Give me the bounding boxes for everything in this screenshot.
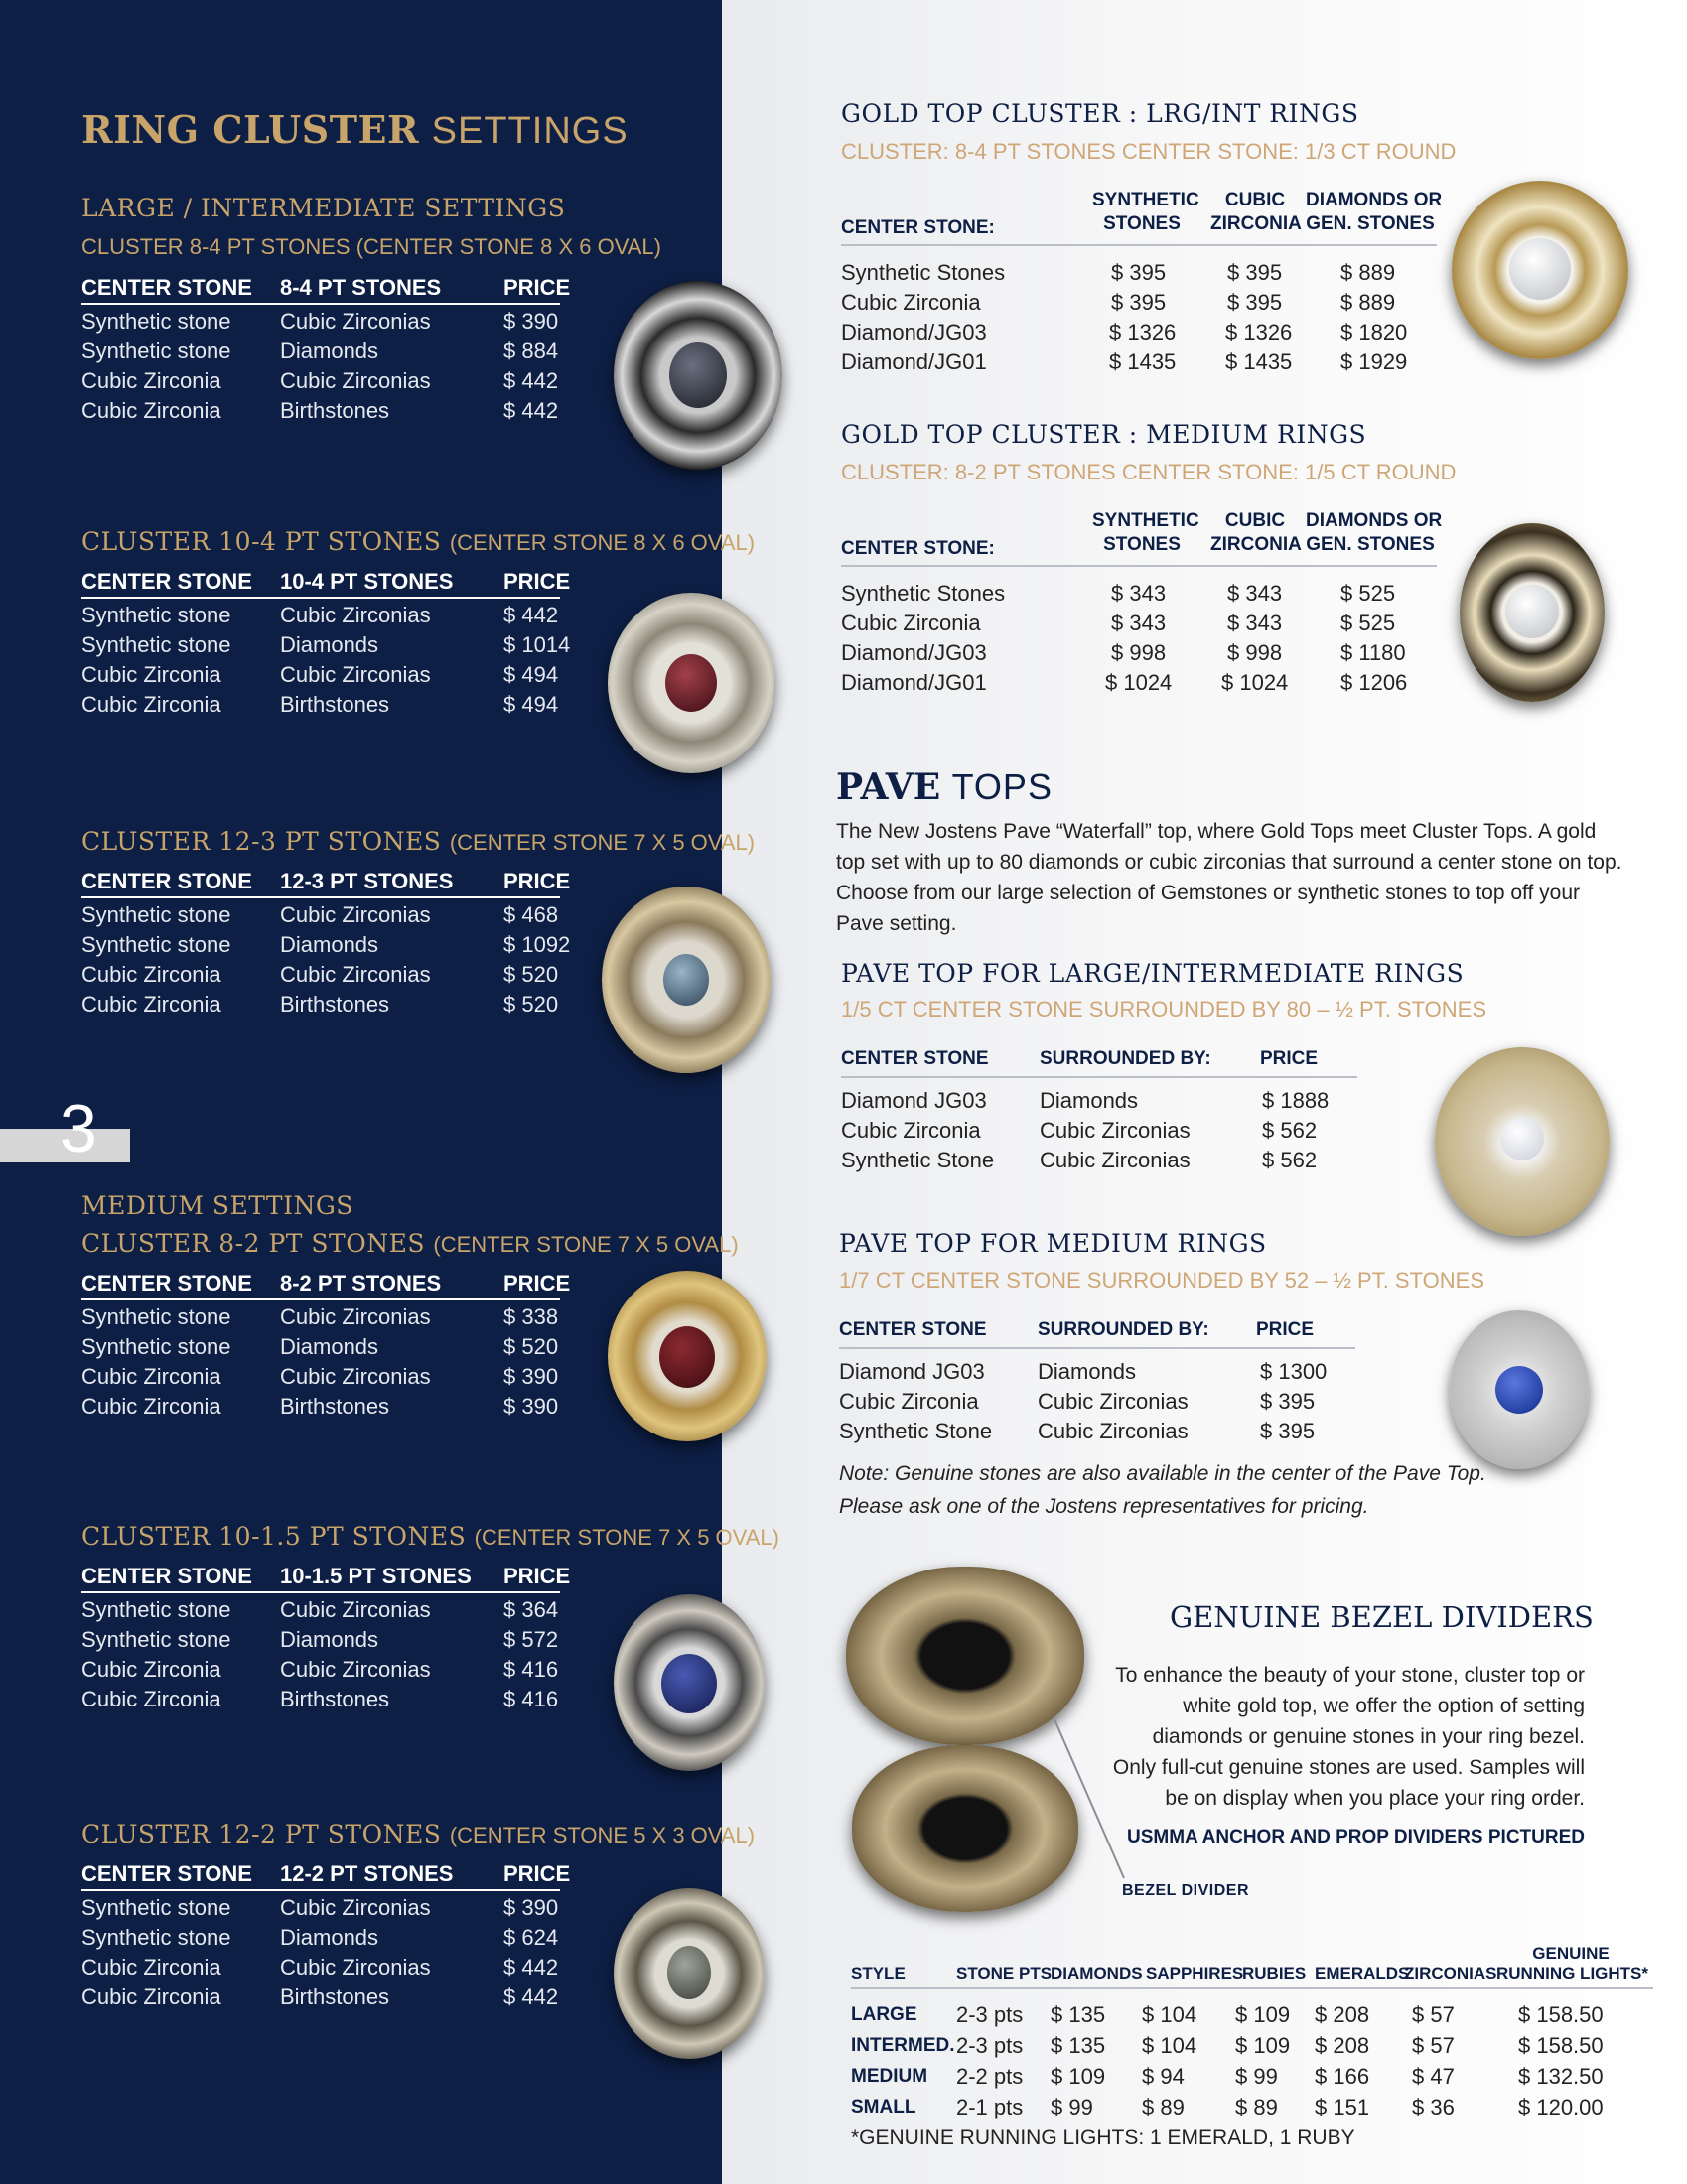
cell: Cubic Zirconias (280, 309, 431, 334)
cell: $ 47 (1412, 2064, 1455, 2089)
cell: $ 390 (503, 1394, 559, 1419)
cell: $ 624 (503, 1925, 559, 1950)
cell: $ 998 (1111, 640, 1167, 665)
header-rubies: RUBIES (1242, 1964, 1307, 1982)
cell: Cubic Zirconia (81, 368, 221, 393)
pave-medium-heading: PAVE TOP FOR MEDIUM RINGS (839, 1229, 1267, 1258)
cell: Birthstones (280, 1984, 390, 2009)
header-center-stone: CENTER STONE (841, 1048, 989, 1069)
header-stones: 8-4 PT STONES (280, 275, 442, 300)
header-cubic: CUBIC ZIRCONIA (1210, 190, 1302, 234)
cell: $ 520 (503, 992, 559, 1017)
cell: $ 442 (503, 1955, 559, 1979)
cell: Cubic Zirconias (280, 1895, 431, 1920)
cell: $ 395 (1260, 1389, 1316, 1414)
bezel-price-table (851, 1938, 1653, 2120)
table-row (81, 658, 560, 688)
gold-top-lrg-table (841, 189, 1443, 375)
cell: $ 151 (1315, 2095, 1370, 2119)
table-row (81, 1921, 560, 1951)
header-center-stone: CENTER STONE (81, 1564, 252, 1588)
cell: Synthetic stone (81, 1304, 231, 1329)
cell: $ 99 (1051, 2095, 1093, 2119)
ring-image-cluster-8-2 (608, 1271, 767, 1441)
cell: $ 416 (503, 1657, 559, 1682)
table-header (841, 1046, 1357, 1078)
table-row (81, 1390, 560, 1420)
header-center-stone: CENTER STONE (839, 1319, 987, 1340)
page-number: 3 (60, 1091, 97, 1166)
bezel-ring-image-top (846, 1567, 1084, 1745)
cell: $ 525 (1340, 581, 1396, 606)
table-header (81, 275, 571, 305)
cell: $ 89 (1142, 2095, 1185, 2119)
cell: Synthetic stone (81, 603, 231, 627)
cell: Synthetic Stones (841, 581, 1006, 606)
cell: MEDIUM (851, 2066, 928, 2087)
table-row (81, 1653, 560, 1683)
cell: Synthetic stone (81, 1925, 231, 1950)
cell: Synthetic stone (81, 632, 231, 657)
cell: $ 343 (1111, 611, 1167, 635)
table-row (81, 364, 560, 394)
table-row (81, 305, 560, 335)
cell: $ 390 (503, 1895, 559, 1920)
cell: Synthetic stone (81, 309, 231, 334)
cell: Cubic Zirconias (1038, 1389, 1189, 1414)
cell: Cubic Zirconias (280, 603, 431, 627)
cell: Cubic Zirconias (280, 662, 431, 687)
table-row (851, 1997, 1653, 2028)
cell: Cubic Zirconia (81, 662, 221, 687)
table-row (81, 628, 571, 658)
table-header (81, 869, 571, 898)
pave-lrg-table (841, 1046, 1357, 1173)
cell: Synthetic stone (81, 1895, 231, 1920)
cell: $ 135 (1051, 2002, 1106, 2027)
cell: $ 120.00 (1518, 2095, 1604, 2119)
ring-image-cluster-8-4 (614, 281, 782, 470)
header-price: PRICE (1256, 1319, 1315, 1340)
table-row (81, 1891, 560, 1921)
cell: Cubic Zirconias (1038, 1419, 1189, 1443)
section-heading: CLUSTER 10-1.5 PT STONES (CENTER STONE 7 X 5 OVAL) (81, 1522, 779, 1551)
cell: 2-3 pts (956, 2033, 1024, 2058)
table-row (851, 2059, 1653, 2090)
header-price: PRICE (503, 1271, 571, 1296)
cell: Synthetic stone (81, 339, 231, 363)
cell: Cubic Zirconia (81, 1687, 221, 1711)
pave-title: PAVE TOPS (836, 766, 1053, 808)
table-row (841, 286, 1437, 316)
cell: $ 395 (1111, 260, 1167, 285)
cell: $ 135 (1051, 2033, 1106, 2058)
table-row (81, 958, 560, 988)
header-stones: 12-2 PT STONES (280, 1861, 454, 1886)
header-price: PRICE (503, 569, 571, 594)
header-center-stone: CENTER STONE (81, 869, 252, 893)
cell: Synthetic stone (81, 902, 231, 927)
cell: $ 889 (1340, 260, 1396, 285)
cell: $ 520 (503, 962, 559, 987)
pave-lrg-subtitle: 1/5 CT CENTER STONE SURROUNDED BY 80 – ½ PT. STONES (841, 997, 1486, 1022)
ring-image-gold-top-lrg (1452, 181, 1628, 359)
table-row (841, 666, 1437, 696)
cell: $ 99 (1235, 2064, 1278, 2089)
table-row (841, 345, 1437, 375)
cell: $ 416 (503, 1687, 559, 1711)
cell: 2-3 pts (956, 2002, 1024, 2027)
cell: Cubic Zirconia (81, 962, 221, 987)
cell: Cubic Zirconia (841, 1118, 981, 1143)
header-center-stone: CENTER STONE (81, 1271, 252, 1296)
cell: Cubic Zirconias (280, 1657, 431, 1682)
bezel-divider-label: BEZEL DIVIDER (1122, 1882, 1249, 1899)
cell: Cubic Zirconia (81, 1984, 221, 2009)
cell: $ 1888 (1262, 1088, 1330, 1113)
pave-lrg-heading: PAVE TOP FOR LARGE/INTERMEDIATE RINGS (841, 959, 1465, 988)
cell: SMALL (851, 2097, 916, 2117)
section-subtitle: CLUSTER 8-4 PT STONES (CENTER STONE 8 X 6 OVAL) (81, 234, 661, 259)
table-row (841, 256, 1437, 286)
large-settings-heading: LARGE / INTERMEDIATE SETTINGS (81, 194, 566, 222)
table-row (81, 1623, 560, 1653)
cell: Birthstones (280, 1394, 390, 1419)
cell: $ 158.50 (1518, 2002, 1604, 2027)
header-stone-pts: STONE PTS (956, 1964, 1053, 1982)
cell: $ 494 (503, 692, 559, 717)
price-table (81, 869, 571, 1018)
cell: Diamond/JG01 (841, 349, 987, 374)
cell: $ 1326 (1109, 320, 1177, 344)
table-row (841, 1084, 1357, 1114)
header-synthetic: SYNTHETIC STONES (1092, 190, 1199, 234)
cell: $ 109 (1051, 2064, 1106, 2089)
gold-top-medium-subtitle: CLUSTER: 8-2 PT STONES CENTER STONE: 1/5 CT ROUND (841, 460, 1457, 484)
cell: $ 442 (503, 398, 559, 423)
cell: Diamond/JG01 (841, 670, 987, 695)
cell: Synthetic Stones (841, 260, 1006, 285)
table-row (839, 1415, 1355, 1444)
table-row (81, 335, 560, 364)
cell: $ 109 (1235, 2002, 1291, 2027)
cell: Diamonds (280, 1334, 379, 1359)
cell: Cubic Zirconia (81, 1657, 221, 1682)
table-row (81, 1683, 560, 1712)
header-style: STYLE (851, 1964, 906, 1982)
cell: Diamonds (1040, 1088, 1139, 1113)
cell: $ 36 (1412, 2095, 1455, 2119)
cell: Cubic Zirconia (81, 692, 221, 717)
gold-top-medium-table (841, 509, 1443, 696)
cell: $ 395 (1260, 1419, 1316, 1443)
cell: Cubic Zirconias (280, 962, 431, 987)
cell: Synthetic stone (81, 1334, 231, 1359)
cell: $ 395 (1111, 290, 1167, 315)
header-center-stone: CENTER STONE (81, 569, 252, 594)
cell: Cubic Zirconia (81, 1955, 221, 1979)
table-header (81, 1564, 571, 1593)
cell: $ 442 (503, 1984, 559, 2009)
cell: $ 1024 (1221, 670, 1289, 695)
price-table (81, 1564, 571, 1712)
ring-image-cluster-12-2 (614, 1888, 765, 2059)
cell: Diamonds (280, 1627, 379, 1652)
table-row (81, 1300, 560, 1330)
table-header (81, 569, 571, 599)
gold-top-lrg-heading: GOLD TOP CLUSTER : LRG/INT RINGS (841, 99, 1359, 128)
page-title: RING CLUSTER SETTINGS (81, 107, 629, 152)
table-row (839, 1355, 1355, 1385)
cell: INTERMED. (851, 2035, 955, 2056)
cell: Synthetic Stone (839, 1419, 993, 1443)
pave-note: Note: Genuine stones are also available in the center of the Pave Top. Please ask one of the Jostens representatives for pricing. (839, 1462, 1486, 1518)
ring-image-cluster-10-1-5 (614, 1594, 765, 1771)
cell: Cubic Zirconias (1040, 1148, 1191, 1172)
cell: Cubic Zirconia (841, 611, 981, 635)
cell: $ 343 (1227, 581, 1283, 606)
cell: $ 1300 (1260, 1359, 1328, 1384)
cell: $ 390 (503, 1364, 559, 1389)
header-price: PRICE (503, 1564, 571, 1588)
table-row (841, 316, 1437, 345)
cell: Diamond JG03 (839, 1359, 985, 1384)
cell: Diamond/JG03 (841, 640, 987, 665)
ring-image-cluster-12-3 (602, 887, 771, 1073)
bezel-footnote: *GENUINE RUNNING LIGHTS: 1 EMERALD, 1 RUBY (851, 2126, 1355, 2149)
cell: $ 94 (1142, 2064, 1185, 2089)
cell: $ 57 (1412, 2002, 1455, 2027)
cell: Diamonds (280, 339, 379, 363)
header-zirconias: ZIRCONIAS (1404, 1964, 1497, 1982)
ring-image-cluster-10-4 (608, 593, 774, 773)
ring-image-gold-top-medium (1460, 523, 1605, 702)
cell: $ 57 (1412, 2033, 1455, 2058)
cell: $ 166 (1315, 2064, 1370, 2089)
header-sapphires: SAPPHIRES (1146, 1964, 1244, 1982)
table-row (851, 2090, 1653, 2120)
cell: Cubic Zirconias (280, 1597, 431, 1622)
cell: $ 343 (1111, 581, 1167, 606)
header-surrounded: SURROUNDED BY: (1040, 1048, 1211, 1069)
price-table (81, 569, 571, 718)
ring-image-pave-medium (1450, 1310, 1589, 1469)
header-diamonds: DIAMONDS OR GEN. STONES (1306, 190, 1443, 234)
cell: Cubic Zirconia (81, 1394, 221, 1419)
cell: $ 562 (1262, 1118, 1318, 1143)
table-row (81, 394, 560, 424)
header-stones: 8-2 PT STONES (280, 1271, 442, 1296)
cell: 2-2 pts (956, 2064, 1024, 2089)
price-table (81, 275, 571, 424)
cell: $ 208 (1315, 2033, 1370, 2058)
header-stones: 12-3 PT STONES (280, 869, 454, 893)
header-running-lights: GENUINE RUNNING LIGHTS* (1496, 1944, 1648, 1982)
medium-settings-heading: MEDIUM SETTINGS (81, 1191, 353, 1220)
table-row (81, 1330, 560, 1360)
bezel-ring-image-bottom (852, 1745, 1078, 1912)
header-center-stone: CENTER STONE: (841, 217, 995, 238)
ring-image-pave-lrg (1435, 1047, 1610, 1236)
cell: Diamonds (280, 1925, 379, 1950)
table-row (81, 1593, 560, 1623)
cell: Synthetic stone (81, 1627, 231, 1652)
cell: $ 395 (1227, 290, 1283, 315)
cell: $ 1206 (1340, 670, 1408, 695)
header-stones: 10-1.5 PT STONES (280, 1564, 472, 1588)
cell: $ 562 (1262, 1148, 1318, 1172)
table-header (81, 1861, 571, 1891)
gold-top-lrg-subtitle: CLUSTER: 8-4 PT STONES CENTER STONE: 1/3 CT ROUND (841, 139, 1457, 164)
table-row (841, 607, 1437, 636)
cell: $ 109 (1235, 2033, 1291, 2058)
table-header (841, 509, 1443, 567)
cell: Cubic Zirconia (841, 290, 981, 315)
table-header (839, 1317, 1355, 1349)
cell: Diamond/JG03 (841, 320, 987, 344)
section-heading: CLUSTER 8-2 PT STONES (CENTER STONE 7 X 5 OVAL) (81, 1229, 739, 1258)
cell: $ 395 (1227, 260, 1283, 285)
table-row (81, 898, 560, 928)
cell: Diamonds (280, 932, 379, 957)
table-header (851, 1938, 1653, 1989)
cell: $ 158.50 (1518, 2033, 1604, 2058)
cell: 2-1 pts (956, 2095, 1024, 2119)
table-row (81, 599, 560, 628)
cell: Cubic Zirconia (81, 398, 221, 423)
cell: Birthstones (280, 398, 390, 423)
bezel-title: GENUINE BEZEL DIVIDERS (1170, 1600, 1594, 1634)
header-diamonds: DIAMONDS OR GEN. STONES (1306, 510, 1443, 555)
header-center-stone: CENTER STONE: (841, 538, 995, 559)
header-center-stone: CENTER STONE (81, 1861, 252, 1886)
cell: $ 468 (503, 902, 559, 927)
header-cubic: CUBIC ZIRCONIA (1210, 510, 1302, 555)
bezel-pictured-caption: USMMA ANCHOR AND PROP DIVIDERS PICTURED (1127, 1827, 1585, 1847)
cell: $ 1929 (1340, 349, 1408, 374)
cell: Cubic Zirconias (280, 902, 431, 927)
cell: $ 1024 (1105, 670, 1173, 695)
table-row (841, 577, 1437, 607)
cell: $ 390 (503, 309, 559, 334)
section-heading: CLUSTER 12-2 PT STONES (CENTER STONE 5 X 3 OVAL) (81, 1820, 756, 1848)
table-row (81, 1360, 560, 1390)
cell: Diamonds (280, 632, 379, 657)
cell: $ 1326 (1225, 320, 1293, 344)
cell: Birthstones (280, 992, 390, 1017)
table-row (839, 1385, 1355, 1415)
cell: $ 132.50 (1518, 2064, 1604, 2089)
cell: $ 1092 (503, 932, 571, 957)
table-row (841, 1144, 1357, 1173)
header-price: PRICE (1260, 1048, 1319, 1069)
cell: $ 520 (503, 1334, 559, 1359)
cell: Synthetic stone (81, 1597, 231, 1622)
table-header (841, 189, 1443, 246)
price-table (81, 1271, 571, 1420)
cell: $ 525 (1340, 611, 1396, 635)
cell: $ 338 (503, 1304, 559, 1329)
cell: Birthstones (280, 1687, 390, 1711)
cell: Cubic Zirconia (81, 1364, 221, 1389)
header-price: PRICE (503, 275, 571, 300)
table-row (81, 688, 560, 718)
table-row (851, 2028, 1653, 2059)
cell: Cubic Zirconias (280, 1364, 431, 1389)
section-heading: CLUSTER 10-4 PT STONES (CENTER STONE 8 X 6 OVAL) (81, 527, 756, 556)
cell: $ 889 (1340, 290, 1396, 315)
cell: $ 998 (1227, 640, 1283, 665)
header-stones: 10-4 PT STONES (280, 569, 454, 594)
cell: $ 1435 (1225, 349, 1293, 374)
cell: $ 572 (503, 1627, 559, 1652)
table-header (81, 1271, 571, 1300)
bezel-description: To enhance the beauty of your stone, cluster top or white gold top, we offer the option of setting diamonds or genuine stones in your ring bezel. Only full-cut genuine stones are used. Samples will be on display when you place your ring order. (1112, 1664, 1585, 1810)
cell: Cubic Zirconias (1040, 1118, 1191, 1143)
header-emeralds: EMERALDS (1315, 1964, 1410, 1982)
table-row (81, 988, 560, 1018)
header-price: PRICE (503, 869, 571, 893)
cell: $ 442 (503, 368, 559, 393)
cell: LARGE (851, 2004, 917, 2025)
pave-medium-subtitle: 1/7 CT CENTER STONE SURROUNDED BY 52 – ½ PT. STONES (839, 1268, 1484, 1293)
cell: Diamond JG03 (841, 1088, 987, 1113)
header-synthetic: SYNTHETIC STONES (1092, 510, 1199, 555)
cell: Cubic Zirconias (280, 1955, 431, 1979)
cell: $ 364 (503, 1597, 559, 1622)
cell: $ 104 (1142, 2002, 1197, 2027)
cell: Cubic Zirconias (280, 1304, 431, 1329)
section-heading: CLUSTER 12-3 PT STONES (CENTER STONE 7 X 5 OVAL) (81, 827, 756, 856)
cell: $ 1014 (503, 632, 571, 657)
table-row (841, 636, 1437, 666)
cell: $ 1180 (1340, 640, 1406, 665)
cell: $ 104 (1142, 2033, 1197, 2058)
cell: $ 343 (1227, 611, 1283, 635)
cell: $ 884 (503, 339, 559, 363)
header-center-stone: CENTER STONE (81, 275, 252, 300)
cell: $ 1820 (1340, 320, 1408, 344)
gold-top-medium-heading: GOLD TOP CLUSTER : MEDIUM RINGS (841, 420, 1367, 449)
cell: Synthetic Stone (841, 1148, 995, 1172)
cell: $ 208 (1315, 2002, 1370, 2027)
cell: $ 89 (1235, 2095, 1278, 2119)
header-surrounded: SURROUNDED BY: (1038, 1319, 1209, 1340)
cell: Birthstones (280, 692, 390, 717)
cell: Cubic Zirconia (81, 992, 221, 1017)
cell: Cubic Zirconia (839, 1389, 979, 1414)
cell: Diamonds (1038, 1359, 1137, 1384)
table-row (81, 1980, 560, 2010)
header-price: PRICE (503, 1861, 571, 1886)
table-row (841, 1114, 1357, 1144)
table-row (81, 1951, 560, 1980)
table-row (81, 928, 571, 958)
cell: Synthetic stone (81, 932, 231, 957)
cell: $ 442 (503, 603, 559, 627)
cell: $ 1435 (1109, 349, 1177, 374)
pave-description: The New Jostens Pave “Waterfall” top, where Gold Tops meet Cluster Tops. A gold top set with up to 80 diamonds or cubic zirconias that surround a center stone on top. Choose from our large selection of Gemstones or synthetic stones to top off your Pave setting. (836, 820, 1622, 935)
cell: $ 494 (503, 662, 559, 687)
pave-medium-table (839, 1317, 1355, 1444)
header-diamonds: DIAMONDS (1051, 1964, 1143, 1982)
cell: Cubic Zirconias (280, 368, 431, 393)
price-table (81, 1861, 571, 2010)
